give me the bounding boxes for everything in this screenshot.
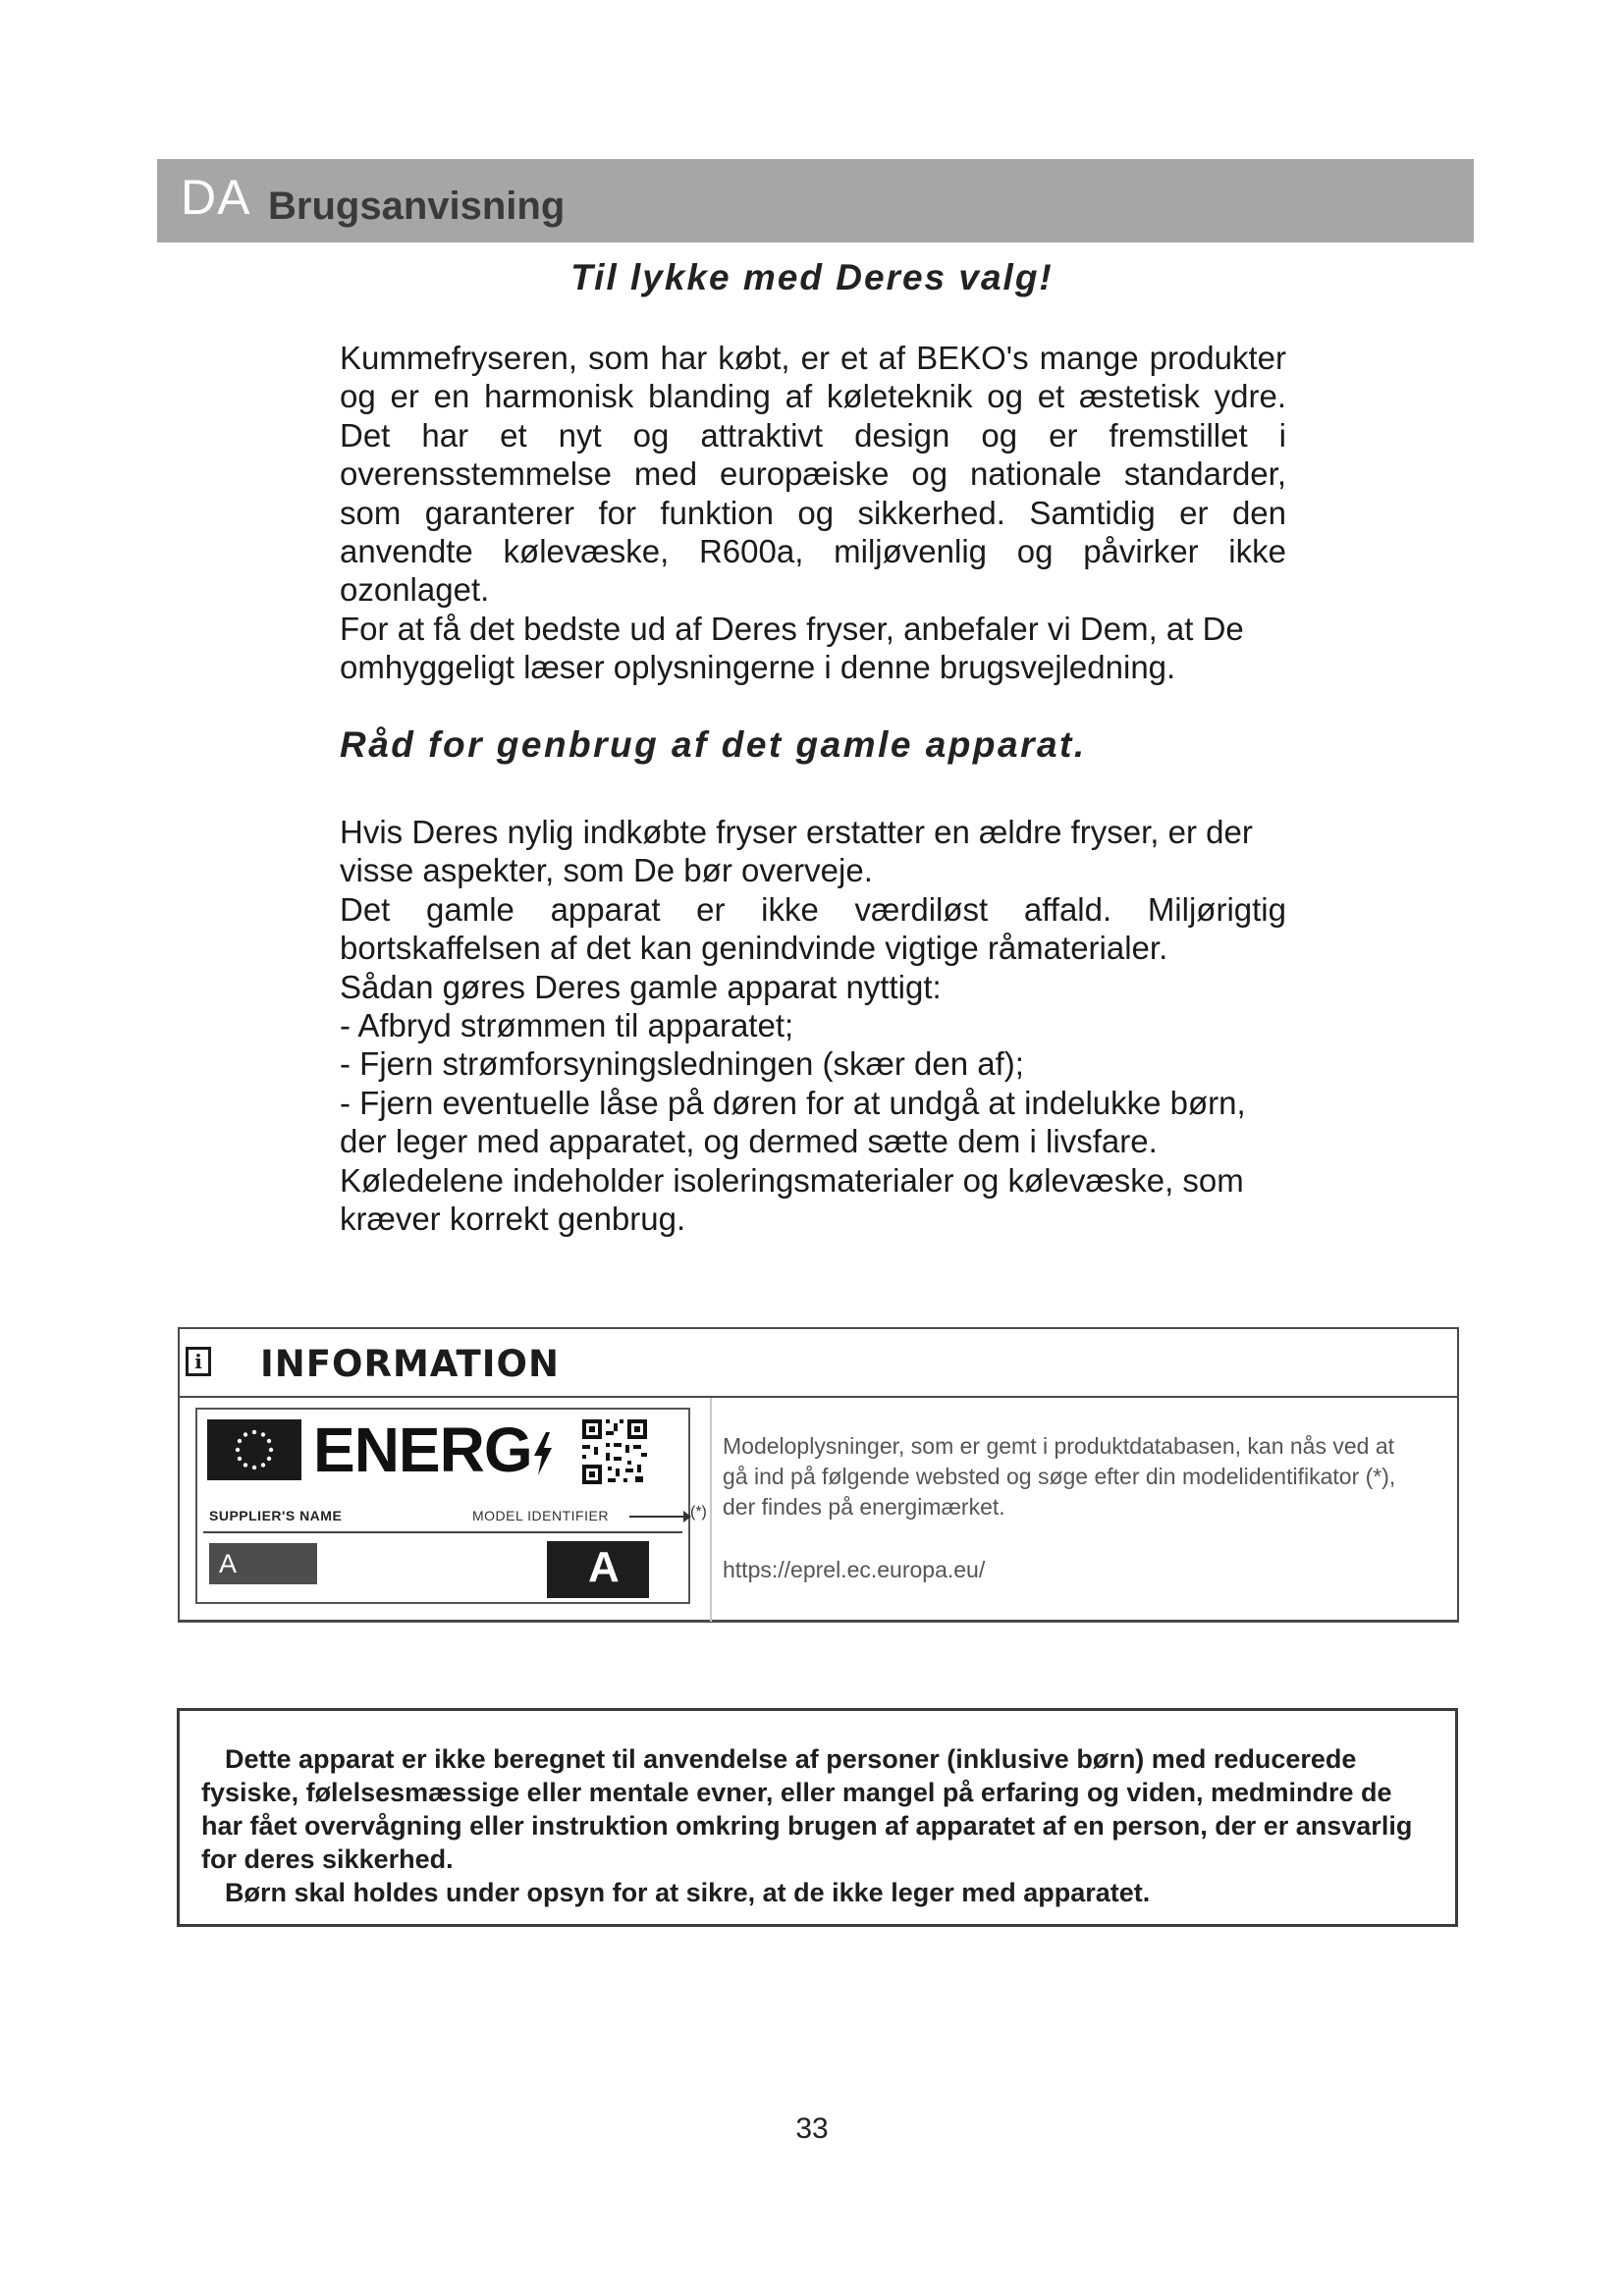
page-number: 33 <box>795 2112 829 2145</box>
recycling-step: - Fjern strømforsyningsledningen (skær den af); <box>340 1045 1024 1083</box>
eu-flag-icon <box>207 1419 301 1480</box>
info-icon: i <box>186 1347 211 1376</box>
safety-warning-box <box>177 1708 1458 1927</box>
supplier-name-label: SUPPLIER'S NAME <box>209 1508 343 1523</box>
intro-text <box>340 339 1286 687</box>
qr-code-icon <box>580 1417 649 1486</box>
energy-word: ENERG <box>313 1414 554 1486</box>
recycling-paragraph-4: Køledelene indeholder isoleringsmaterialer og kølevæske, som kræver korrekt genbrug. <box>340 1161 1244 1238</box>
safety-warning-text <box>201 1742 1433 1909</box>
information-title: INFORMATION <box>260 1343 560 1385</box>
safety-warning-children: Børn skal holdes under opsyn for at sikre, at de ikke leger med apparatet. <box>225 1878 1151 1907</box>
recycling-heading: Råd for genbrug af det gamle apparat. <box>340 724 1087 765</box>
information-text: Modeloplysninger, som er gemt i produktdatabasen, kan nås ved at gå ind på følgende websted og søge efter din modelidentifikator (*), der findes på energimærket. <box>723 1433 1396 1520</box>
information-divider <box>710 1398 712 1622</box>
energy-class-scale-letter: A <box>219 1549 238 1578</box>
eprel-link[interactable]: https://eprel.ec.europa.eu/ <box>723 1557 986 1582</box>
recycling-step: - Fjern eventuelle låse på døren for at undgå at indelukke børn, der leger med apparatet, og dermed sætte dem i livsfare. <box>340 1084 1246 1160</box>
intro-paragraph-2: For at få det bedste ud af Deres fryser, anbefaler vi Dem, at De omhyggeligt læser oplysningerne i denne brugsvejledning. <box>340 610 1244 686</box>
recycling-paragraph-1: Hvis Deres nylig indkøbte fryser erstatter en ældre fryser, er der visse aspekter, som De bør overveje. <box>340 814 1253 889</box>
language-code: DA <box>181 170 251 225</box>
recycling-paragraph-3: Sådan gøres Deres gamle apparat nyttigt: <box>340 968 942 1005</box>
energy-class-letter: A <box>588 1543 620 1591</box>
label-divider <box>203 1531 682 1533</box>
information-box <box>178 1327 1459 1623</box>
safety-warning-paragraph: Dette apparat er ikke beregnet til anvendelse af personer (inklusive børn) med reducerede fysiske, følelsesmæssige eller mentale evner, eller mangel på erfaring og viden, medmindre de har fået overvågning eller instruktion omkring brugen af apparatet af en person, der er ansvarlig for deres sikkerhed. <box>201 1744 1413 1874</box>
intro-paragraph: Kummefryseren, som har købt, er et af BEKO's mange produkter og er en harmonisk blanding af køleteknik og et æstetisk ydre. Det har et nyt og attraktivt design og er fremstillet i overensstemmelse med europæiske og nationale standarder, som garanterer for funktion og sikkerhed. Samtidig er den anvendte kølevæske, R600a, miljøvenlig og påvirker ikke ozonlaget. <box>340 340 1286 609</box>
recycling-text <box>340 813 1286 1238</box>
model-identifier-label: MODEL IDENTIFIER <box>472 1508 609 1523</box>
intro-heading: Til lykke med Deres valg! <box>570 257 1054 297</box>
information-header <box>180 1329 1457 1398</box>
pointer-line <box>629 1516 686 1518</box>
section-title: Brugsanvisning <box>268 185 566 228</box>
recycling-paragraph-2: Det gamle apparat er ikke værdiløst affald. Miljørigtig bortskaffelsen af det kan genindvinde vigtige råmaterialer. <box>340 890 1286 967</box>
recycling-step: - Afbryd strømmen til apparatet; <box>340 1007 794 1044</box>
model-identifier-note: (*) <box>690 1504 707 1521</box>
energy-label-image <box>195 1408 690 1604</box>
section-header-bar <box>157 159 1474 242</box>
